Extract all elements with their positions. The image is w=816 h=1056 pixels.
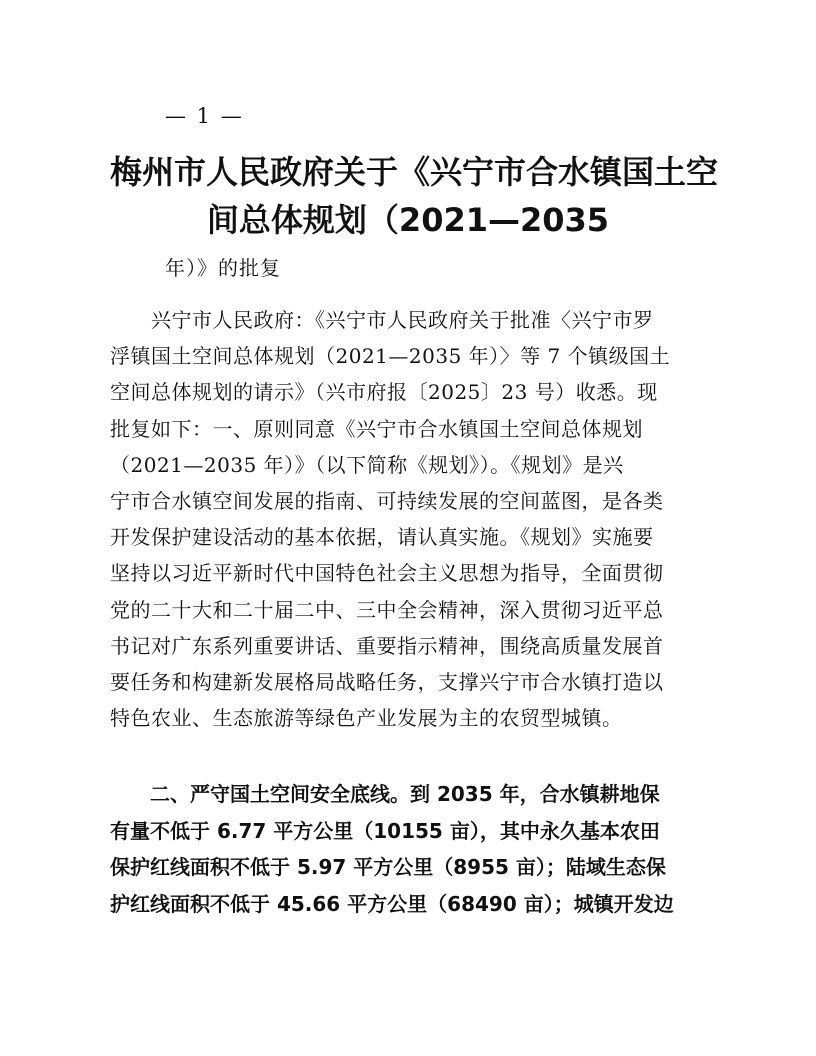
body-line: 特色农业、生态旅游等绿色产业发展为主的农贸型城镇。 (110, 706, 623, 731)
title-line-1: 梅州市人民政府关于《兴宁市合水镇国土空 (110, 153, 719, 191)
body-line: 坚持以习近平新时代中国特色社会主义思想为指导，全面贯彻 (110, 561, 664, 586)
bold-line: 有量不低于 6.77 平方公里（10155 亩），其中永久基本农田 (110, 818, 660, 843)
bold-line: 保护红线面积不低于 5.97 平方公里（8955 亩）；陆域生态保 (110, 855, 666, 879)
bold-line: 二、严守国土空间安全底线。到 2035 年，合水镇耕地保 (110, 782, 660, 806)
page-number: — 1 — (165, 104, 244, 128)
body-line: 宁市合水镇空间发展的指南、可持续发展的空间蓝图，是各类 (110, 489, 664, 514)
body-paragraph (110, 302, 695, 736)
body-line: 党的二十大和二十届二中、三中全会精神，深入贯彻习近平总 (110, 597, 664, 622)
body-line: 书记对广东系列重要讲话、重要指示精神，围绕高质量发展首 (110, 633, 664, 658)
body-line: 兴宁市人民政府：《兴宁市人民政府关于批准〈兴宁市罗 (110, 308, 654, 332)
body-line: 空间总体规划的请示》（兴市府报〔2025〕23 号）收悉。现 (110, 380, 658, 405)
bold-paragraph (110, 776, 695, 922)
title-tail: 年）》的批复 (165, 256, 281, 280)
body-line: 浮镇国土空间总体规划（2021—2035 年）〉等 7 个镇级国土 (110, 344, 671, 369)
body-line: （2021—2035 年）》（以下简称《规划》）。《规划》是兴 (110, 452, 624, 477)
body-line: 批复如下：一、原则同意《兴宁市合水镇国土空间总体规划 (110, 416, 643, 441)
body-line: 开发保护建设活动的基本依据，请认真实施。《规划》实施要 (110, 525, 654, 550)
body-line: 要任务和构建新发展格局战略任务，支撑兴宁市合水镇打造以 (110, 670, 664, 695)
title-line-2: 间总体规划（2021—2035 (206, 201, 610, 239)
bold-line: 护红线面积不低于 45.66 平方公里（68490 亩）；城镇开发边 (110, 891, 674, 916)
document-title (110, 148, 719, 244)
